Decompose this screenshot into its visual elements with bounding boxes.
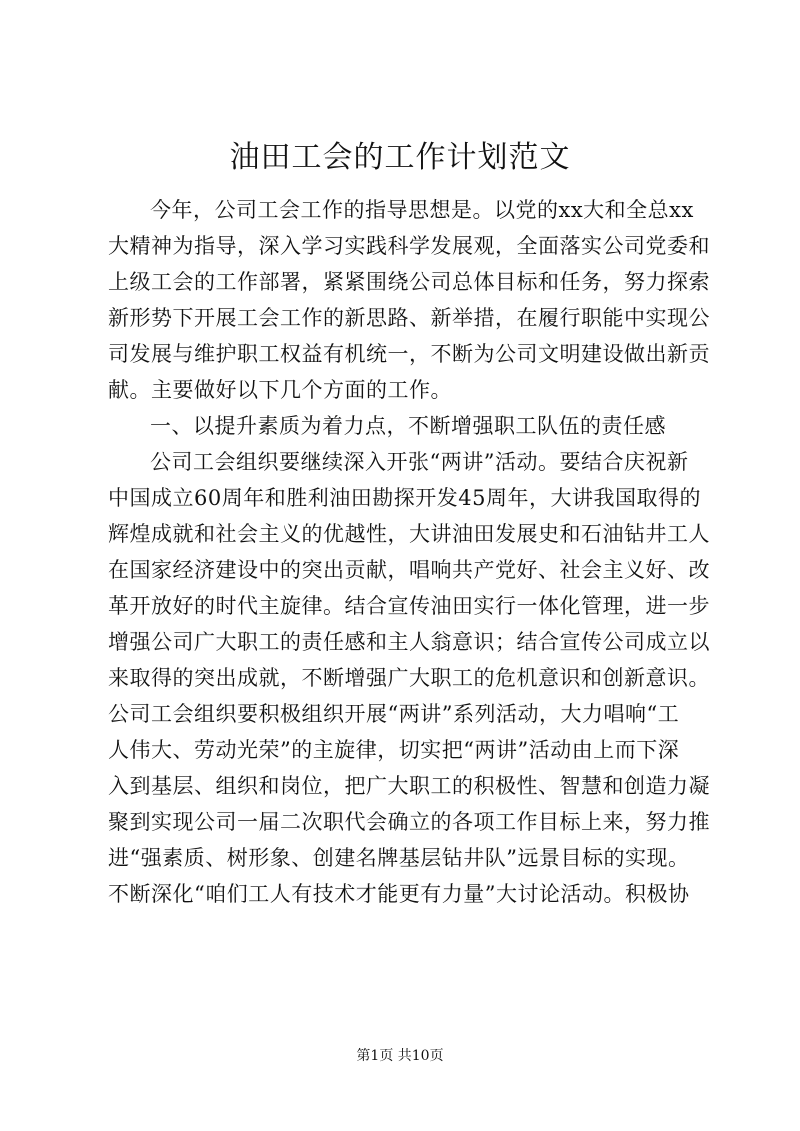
paragraph-line: 今年，公司工会工作的指导思想是。以党的xx大和全总xx — [150, 198, 694, 222]
document-title: 油田工会的工作计划范文 — [229, 140, 571, 175]
page-number-footer: 第1页 共10页 — [356, 1048, 444, 1064]
paragraph-line: 司发展与维护职工权益有机统一，不断为公司文明建设做出新贡 — [108, 342, 710, 366]
paragraph-line: 公司工会组织要积极组织开展“两讲”系列活动，大力唱响“工 — [108, 702, 680, 726]
paragraph-line: 新形势下开展工会工作的新思路、新举措，在履行职能中实现公 — [108, 306, 710, 330]
paragraph-line: 增强公司广大职工的责任感和主人翁意识；结合宣传公司成立以 — [108, 630, 710, 654]
section-heading: 一、以提升素质为着力点，不断增强职工队伍的责任感 — [150, 414, 666, 438]
paragraph-line: 革开放好的时代主旋律。结合宣传油田实行一体化管理，进一步 — [108, 594, 710, 618]
paragraph-line: 辉煌成就和社会主义的优越性，大讲油田发展史和石油钻井工人 — [108, 522, 710, 546]
paragraph-line: 进“强素质、树形象、创建名牌基层钻井队”远景目标的实现。 — [108, 846, 690, 870]
paragraph-line: 中国成立60周年和胜利油田勘探开发45周年，大讲我国取得的 — [108, 486, 701, 510]
paragraph-line: 上级工会的工作部署，紧紧围绕公司总体目标和任务，努力探索 — [108, 270, 710, 294]
paragraph-line: 献。主要做好以下几个方面的工作。 — [108, 378, 452, 402]
paragraph-line: 大精神为指导，深入学习实践科学发展观，全面落实公司党委和 — [108, 234, 710, 258]
paragraph-line: 入到基层、组织和岗位，把广大职工的积极性、智慧和创造力凝 — [108, 774, 710, 798]
paragraph-line: 来取得的突出成就，不断增强广大职工的危机意识和创新意识。 — [108, 666, 710, 690]
paragraph-line: 不断深化“咱们工人有技术才能更有力量”大讨论活动。积极协 — [108, 882, 690, 906]
paragraph-line: 在国家经济建设中的突出贡献，唱响共产党好、社会主义好、改 — [108, 558, 710, 582]
paragraph-line: 人伟大、劳动光荣”的主旋律，切实把“两讲”活动由上而下深 — [108, 738, 680, 762]
paragraph-line: 公司工会组织要继续深入开张“两讲”活动。要结合庆祝新 — [150, 450, 689, 474]
paragraph-line: 聚到实现公司一届二次职代会确立的各项工作目标上来，努力推 — [108, 810, 710, 834]
